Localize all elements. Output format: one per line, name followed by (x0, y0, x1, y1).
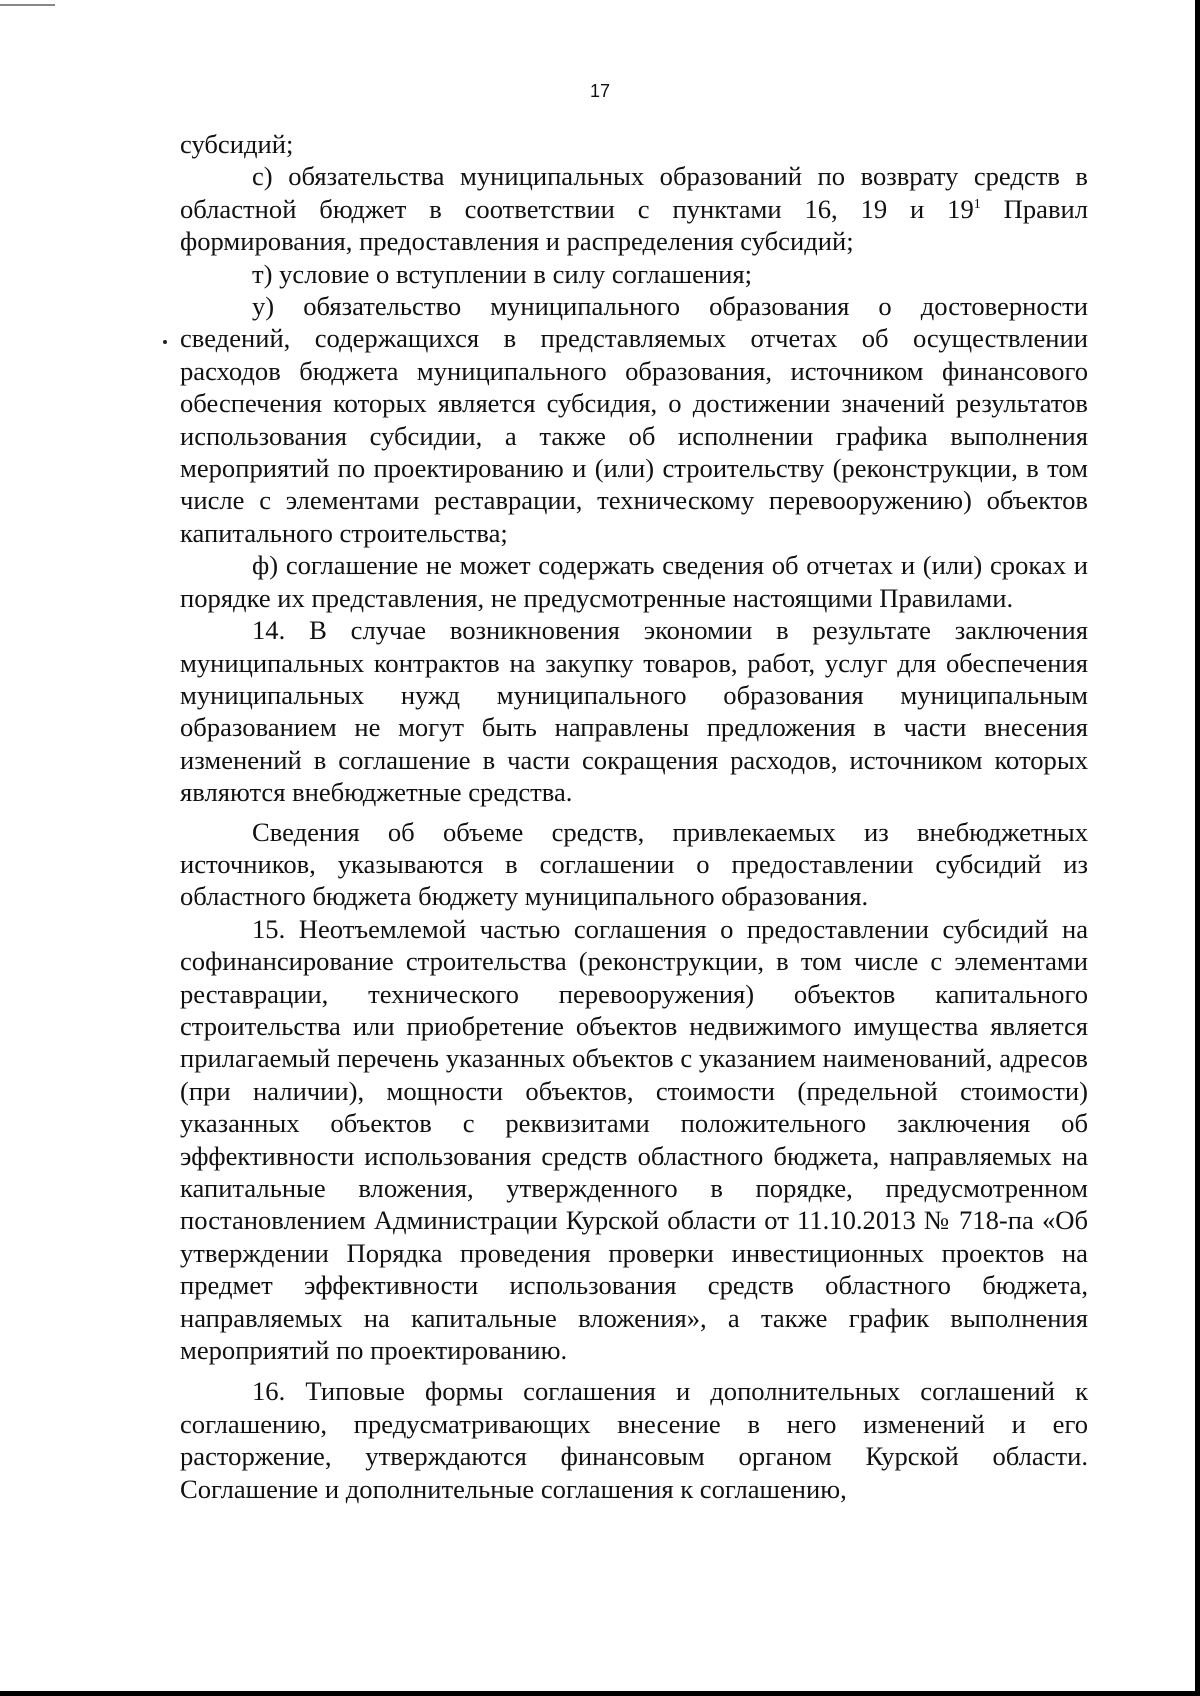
superscript-index: 1 (973, 196, 981, 212)
scan-edge-mark (0, 4, 55, 6)
paragraph-continuation: субсидий; (180, 129, 294, 159)
paragraph-clause-t: т) условие о вступлении в силу соглашения; (252, 258, 752, 289)
paragraph-clause-u: у) обязательство муниципального образования о достоверности сведений, содержащихся в представляемых отчетах об осуществлении расходов бюджета муниципального образования, источником финансового обеспечения которых является субсидия, о достижении значений результатов использования субсидии, а также об исполнении графика выполнения мероприятий по проектированию и (или) строительству (реконструкции, в том числе с элементами реставрации, техническому перевооружению) объектов капитального строительства; (180, 291, 1088, 548)
paragraph-point-14: 14. В случае возникновения экономии в результате заключения муниципальных контрактов на закупку товаров, работ, услуг для обеспечения муниципальных нужд муниципального образования муниципальным образованием не могут быть направлены предложения в части внесения изменений в соглашение в части сокращения расходов, источником которых являются внебюджетные средства. (180, 615, 1088, 808)
margin-dot (163, 340, 167, 344)
paragraph-clause-f: ф) соглашение не может содержать сведения об отчетах и (или) сроках и порядке их представления, не предусмотренные настоящими Правилами. (180, 550, 1088, 613)
paragraph-clause-s (180, 160, 1088, 257)
paragraph-extrabudgetary-info: Сведения об объеме средств, привлекаемых из внебюджетных источников, указываются в соглашении о предоставлении субсидий из областного бюджета бюджету муниципального образования. (180, 816, 1088, 912)
page-number: 17 (589, 81, 611, 101)
clause-s-text: с) обязательства муниципальных образований по возврату средств в областной бюджет в соответствии с пунктами 16, 19 и 19 (180, 161, 1088, 224)
paragraph-point-16: 16. Типовые формы соглашения и дополнительных соглашений к соглашению, предусматривающих внесение в него изменений и его расторжение, утверждаются финансовым органом Курской области. Соглашение и дополнительные соглашения к соглашению, (180, 1376, 1088, 1504)
clause-s-text-end: Правил формирования, предоставления и распределения субсидий; (180, 193, 1089, 257)
paragraph-point-15: 15. Неотъемлемой частью соглашения о предоставлении субсидий на софинансирование строительства (реконструкции, в том числе с элементами реставрации, технического перевооружения) объектов капитального строительства или приобретение объектов недвижимого имущества является прилагаемый перечень указанных объектов с указанием наименований, адресов (при наличии), мощности объектов, стоимости (предельной стоимости) указанных объектов с реквизитами положительного заключения об эффективности использования средств областного бюджета, направляемых на капитальные вложения, утвержденного в порядке, предусмотренном постановлением Администрации Курской области от 11.10.2013 № 718-па «Об утверждении Порядка проведения проверки инвестиционных проектов на предмет эффективности использования средств областного бюджета, направляемых на капитальные вложения», а также график выполнения мероприятий по проектированию. (180, 913, 1088, 1366)
document-body (180, 128, 1088, 1505)
